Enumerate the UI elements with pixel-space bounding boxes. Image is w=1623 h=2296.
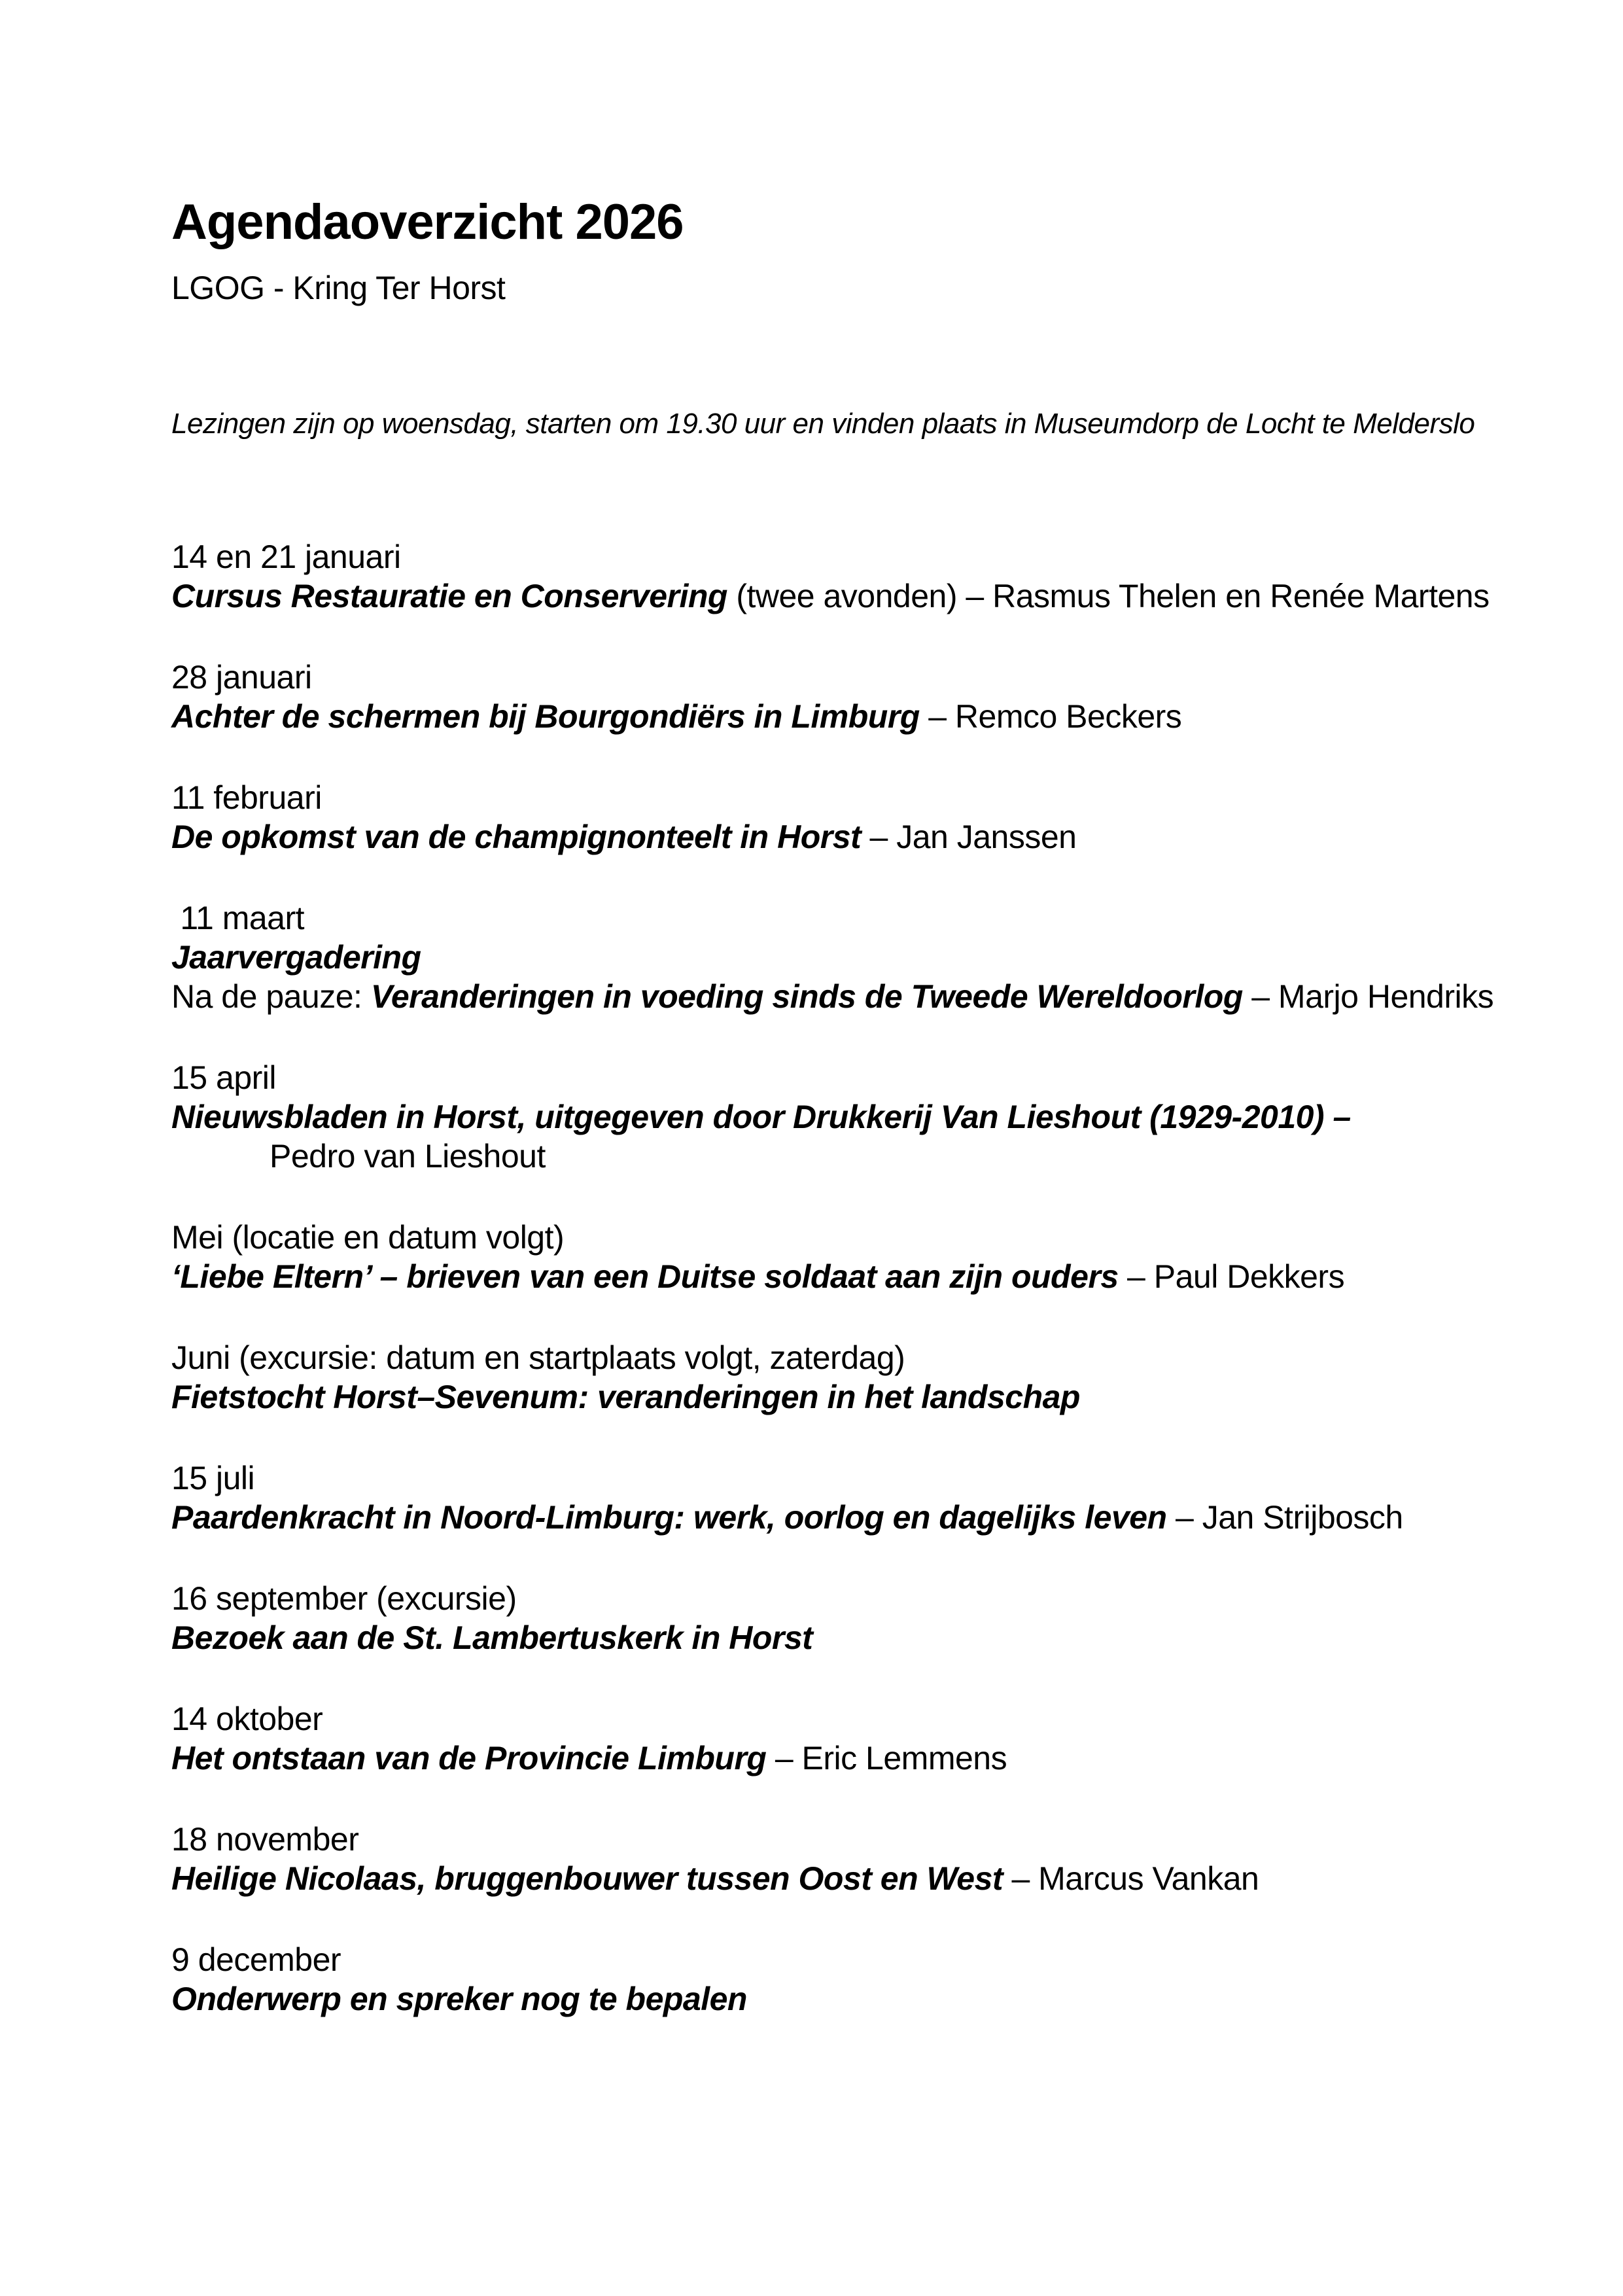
agenda-entry <box>171 1579 1473 1657</box>
agenda-line <box>171 1058 1473 1097</box>
text-segment: – Paul Dekkers <box>1118 1258 1345 1295</box>
agenda-entry <box>171 778 1473 857</box>
agenda-line <box>171 1097 1473 1137</box>
agenda-entry <box>171 1940 1473 2019</box>
text-segment: – Remco Beckers <box>919 698 1182 735</box>
text-segment: 9 december <box>171 1941 341 1978</box>
text-segment: Na de pauze: <box>171 978 371 1015</box>
lecture-title-segment: ‘Liebe Eltern’ – brieven van een Duitse soldaat aan zijn ouders <box>171 1258 1119 1295</box>
text-segment: 18 november <box>171 1821 359 1858</box>
text-segment: 15 april <box>171 1059 276 1096</box>
agenda-line <box>171 697 1473 736</box>
agenda-line <box>171 1739 1473 1778</box>
agenda-line <box>171 1137 1473 1176</box>
agenda-list <box>171 537 1494 2019</box>
agenda-line <box>171 977 1494 1016</box>
lecture-title-segment: Veranderingen in voeding sinds de Tweede Wereldoorlog <box>370 978 1243 1015</box>
text-segment: 16 september (excursie) <box>171 1580 517 1617</box>
text-segment: 11 maart <box>171 900 304 936</box>
text-segment: Mei (locatie en datum volgt) <box>171 1219 565 1256</box>
agenda-line <box>171 1257 1473 1296</box>
agenda-entry <box>171 1699 1473 1778</box>
agenda-line <box>171 1218 1473 1257</box>
text-segment: Juni (excursie: datum en startplaats volgt, zaterdag) <box>171 1339 905 1376</box>
text-segment: 14 oktober <box>171 1701 323 1737</box>
agenda-line <box>171 576 1490 616</box>
agenda-entry <box>171 1338 1473 1417</box>
agenda-entry <box>171 1218 1473 1296</box>
agenda-line <box>171 778 1473 817</box>
agenda-entry <box>171 1058 1473 1176</box>
agenda-line <box>171 537 1473 576</box>
lecture-title-segment: Onderwerp en spreker nog te bepalen <box>171 1981 747 2017</box>
agenda-line <box>171 1979 1473 2019</box>
lecture-title-segment: Paardenkracht in Noord-Limburg: werk, oorlog en dagelijks leven <box>171 1499 1167 1536</box>
text-segment: – Marjo Hendriks <box>1242 978 1494 1015</box>
lecture-title-segment: Het ontstaan van de Provincie Limburg <box>171 1740 767 1776</box>
agenda-entry <box>171 1458 1473 1537</box>
text-segment: – Jan Strijbosch <box>1166 1499 1403 1536</box>
agenda-line <box>171 1820 1473 1859</box>
lecture-title-segment: Achter de schermen bij Bourgondiërs in Limburg <box>171 698 920 735</box>
text-segment: – Marcus Vankan <box>1003 1860 1259 1897</box>
text-segment: 15 juli <box>171 1460 255 1496</box>
agenda-line <box>171 1618 1473 1657</box>
agenda-entry <box>171 1820 1473 1898</box>
text-segment: – Jan Janssen <box>861 819 1077 855</box>
document-subtitle: LGOG - Kring Ter Horst <box>171 270 506 306</box>
agenda-entry <box>171 898 1494 1016</box>
agenda-entry <box>171 658 1473 736</box>
agenda-line <box>171 658 1473 697</box>
agenda-line <box>171 938 1473 977</box>
page-title: Agendaoverzicht 2026 <box>171 194 684 250</box>
lecture-title-segment: Bezoek aan de St. Lambertuskerk in Horst <box>171 1619 813 1656</box>
text-segment: 28 januari <box>171 659 312 696</box>
agenda-line <box>171 1699 1473 1739</box>
text-segment: Pedro van Lieshout <box>270 1138 546 1174</box>
lecture-title-segment: Cursus Restauratie en Conservering <box>171 578 727 614</box>
agenda-line <box>171 898 1473 938</box>
lecture-title-segment: Fietstocht Horst–Sevenum: veranderingen in het landschap <box>171 1379 1080 1415</box>
agenda-line <box>171 1377 1473 1417</box>
agenda-entry <box>171 537 1490 616</box>
text-segment: (twee avonden) – Rasmus Thelen en Renée Martens <box>727 578 1490 614</box>
lecture-title-segment: Jaarvergadering <box>171 939 421 976</box>
intro-note: Lezingen zijn op woensdag, starten om 19.30 uur en vinden plaats in Museumdorp de Locht te Melderslo <box>171 408 1475 440</box>
agenda-line <box>171 1458 1473 1498</box>
lecture-title-segment: Nieuwsbladen in Horst, uitgegeven door Drukkerij Van Lieshout (1929-2010) – <box>171 1099 1351 1135</box>
text-segment: 11 februari <box>171 779 322 816</box>
lecture-title-segment: De opkomst van de champignonteelt in Horst <box>171 819 862 855</box>
text-segment: 14 en 21 januari <box>171 539 401 575</box>
lecture-title-segment: Heilige Nicolaas, bruggenbouwer tussen Oost en West <box>171 1860 1003 1897</box>
agenda-line <box>171 1498 1473 1537</box>
agenda-line <box>171 1338 1473 1377</box>
agenda-line <box>171 817 1473 857</box>
agenda-line <box>171 1859 1473 1898</box>
text-segment: – Eric Lemmens <box>766 1740 1007 1776</box>
agenda-line <box>171 1579 1473 1618</box>
agenda-line <box>171 1940 1473 1979</box>
